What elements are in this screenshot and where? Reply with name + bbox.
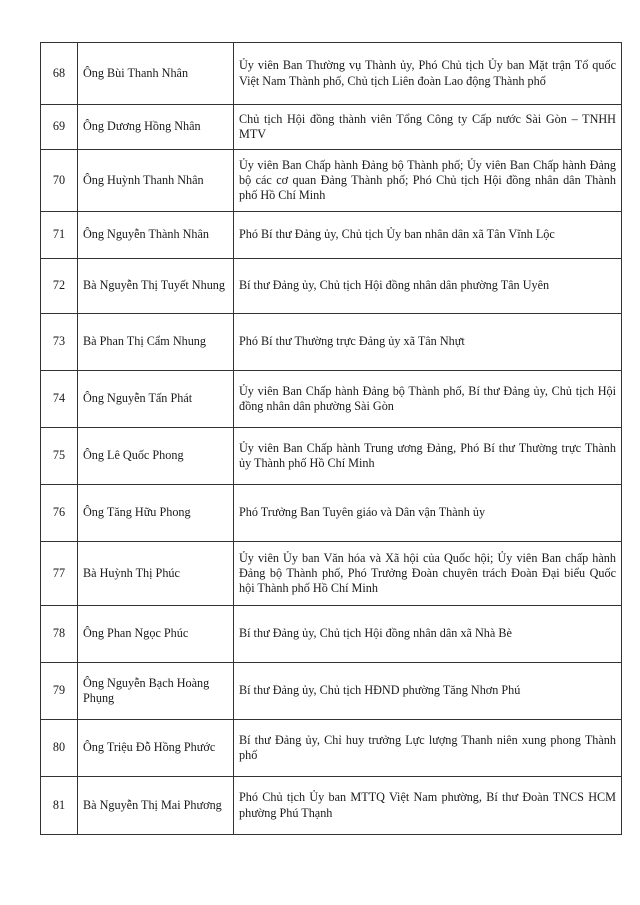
person-name: Ông Huỳnh Thanh Nhân: [78, 150, 234, 212]
person-position: Phó Bí thư Thường trực Đảng ủy xã Tân Nhựt: [234, 314, 622, 371]
person-position: Ủy viên Ban Thường vụ Thành ủy, Phó Chủ tịch Ủy ban Mặt trận Tổ quốc Việt Nam Thành phố, Chủ tịch Liên đoàn Lao động Thành phố: [234, 43, 622, 105]
person-name: Bà Phan Thị Cẩm Nhung: [78, 314, 234, 371]
row-number: 77: [41, 542, 78, 606]
row-number: 74: [41, 371, 78, 428]
row-number: 69: [41, 105, 78, 150]
row-number: 79: [41, 663, 78, 720]
person-name: Ông Tăng Hữu Phong: [78, 485, 234, 542]
table-row: [41, 720, 622, 777]
row-number: 76: [41, 485, 78, 542]
person-name: Ông Nguyễn Thành Nhân: [78, 212, 234, 259]
table-row: [41, 428, 622, 485]
table-row: [41, 485, 622, 542]
person-name: Ông Nguyễn Tấn Phát: [78, 371, 234, 428]
row-number: 70: [41, 150, 78, 212]
person-name: Bà Nguyễn Thị Tuyết Nhung: [78, 259, 234, 314]
person-name: Bà Huỳnh Thị Phúc: [78, 542, 234, 606]
person-position: Ủy viên Ban Chấp hành Đảng bộ Thành phố; Ủy viên Ban Chấp hành Đảng bộ các cơ quan Đảng Thành phố; Phó Chủ tịch Hội đồng nhân dân Thành phố Hồ Chí Minh: [234, 150, 622, 212]
person-position: Bí thư Đảng ủy, Chủ tịch Hội đồng nhân dân phường Tân Uyên: [234, 259, 622, 314]
row-number: 81: [41, 777, 78, 835]
personnel-table: [40, 42, 622, 835]
table-row: [41, 212, 622, 259]
personnel-table-body: [41, 43, 622, 835]
person-position: Ủy viên Ban Chấp hành Trung ương Đảng, Phó Bí thư Thường trực Thành ủy Thành phố Hồ Chí Minh: [234, 428, 622, 485]
table-row: [41, 606, 622, 663]
person-position: Bí thư Đảng ủy, Chủ tịch Hội đồng nhân dân xã Nhà Bè: [234, 606, 622, 663]
row-number: 78: [41, 606, 78, 663]
table-row: [41, 777, 622, 835]
row-number: 73: [41, 314, 78, 371]
person-name: Ông Nguyễn Bạch Hoàng Phụng: [78, 663, 234, 720]
person-name: Ông Lê Quốc Phong: [78, 428, 234, 485]
table-row: [41, 663, 622, 720]
row-number: 71: [41, 212, 78, 259]
table-row: [41, 314, 622, 371]
row-number: 72: [41, 259, 78, 314]
person-position: Chủ tịch Hội đồng thành viên Tổng Công ty Cấp nước Sài Gòn – TNHH MTV: [234, 105, 622, 150]
person-name: Ông Triệu Đỗ Hồng Phước: [78, 720, 234, 777]
row-number: 68: [41, 43, 78, 105]
person-name: Bà Nguyễn Thị Mai Phương: [78, 777, 234, 835]
person-position: Ủy viên Ủy ban Văn hóa và Xã hội của Quốc hội; Ủy viên Ban chấp hành Đảng bộ Thành phố, Phó Trưởng Đoàn chuyên trách Đoàn Đại biểu Quốc hội Thành phố Hồ Chí Minh: [234, 542, 622, 606]
person-position: Bí thư Đảng ủy, Chủ tịch HĐND phường Tăng Nhơn Phú: [234, 663, 622, 720]
row-number: 75: [41, 428, 78, 485]
table-row: [41, 150, 622, 212]
table-row: [41, 542, 622, 606]
table-row: [41, 43, 622, 105]
person-position: Ủy viên Ban Chấp hành Đảng bộ Thành phố, Bí thư Đảng ủy, Chủ tịch Hội đồng nhân dân phường Sài Gòn: [234, 371, 622, 428]
table-row: [41, 371, 622, 428]
person-position: Phó Chủ tịch Ủy ban MTTQ Việt Nam phường, Bí thư Đoàn TNCS HCM phường Phú Thạnh: [234, 777, 622, 835]
person-name: Ông Bùi Thanh Nhân: [78, 43, 234, 105]
row-number: 80: [41, 720, 78, 777]
person-position: Phó Bí thư Đảng ủy, Chủ tịch Ủy ban nhân dân xã Tân Vĩnh Lộc: [234, 212, 622, 259]
person-name: Ông Phan Ngọc Phúc: [78, 606, 234, 663]
person-name: Ông Dương Hồng Nhân: [78, 105, 234, 150]
person-position: Phó Trưởng Ban Tuyên giáo và Dân vận Thành ủy: [234, 485, 622, 542]
table-row: [41, 259, 622, 314]
table-row: [41, 105, 622, 150]
person-position: Bí thư Đảng ủy, Chỉ huy trưởng Lực lượng Thanh niên xung phong Thành phố: [234, 720, 622, 777]
